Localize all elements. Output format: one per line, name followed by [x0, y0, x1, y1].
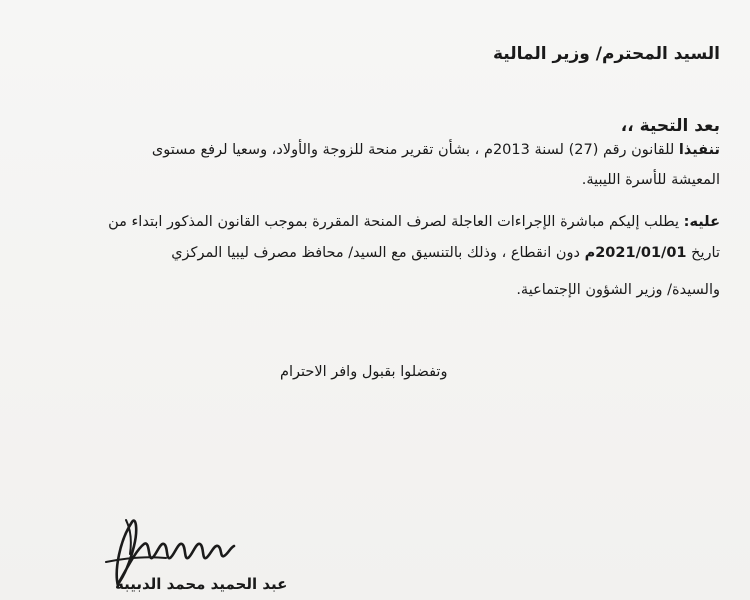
paragraph-1-line-2: المعيشة للأسرة الليبية. — [581, 172, 720, 188]
paragraph-2-lead: عليه: — [683, 214, 720, 230]
paragraph-2-text: يطلب إليكم مباشرة الإجراءات العاجلة لصرف المنحة المقررة بموجب القانون المذكور ابتداء من — [108, 214, 684, 230]
paragraph-2-continuation: دون انقطاع ، وذلك بالتنسيق مع السيد/ محافظ مصرف ليبيا المركزي — [171, 245, 585, 261]
paragraph-2-line-2 — [171, 245, 720, 261]
paragraph-1-line-1 — [152, 142, 720, 158]
signer-name: عبد الحميد محمد الدبيبة — [115, 575, 288, 593]
paragraph-2-line-3: والسيدة/ وزير الشؤون الإجتماعية. — [516, 282, 720, 298]
paragraph-2-line-1 — [108, 214, 720, 230]
greeting-line: بعد التحية ،، — [620, 116, 720, 136]
paragraph-1-lead: تنفيذا — [678, 142, 720, 158]
addressee-line: السيد المحترم/ وزير المالية — [492, 44, 720, 64]
date-value: 2021/01/01م — [584, 245, 687, 261]
closing-line: وتفضلوا بقبول وافر الاحترام — [280, 364, 448, 380]
date-prefix: تاريخ — [686, 245, 720, 261]
paragraph-1-text: للقانون رقم (27) لسنة 2013م ، بشأن تقرير منحة للزوجة والأولاد، وسعيا لرفع مستوى — [151, 142, 679, 158]
